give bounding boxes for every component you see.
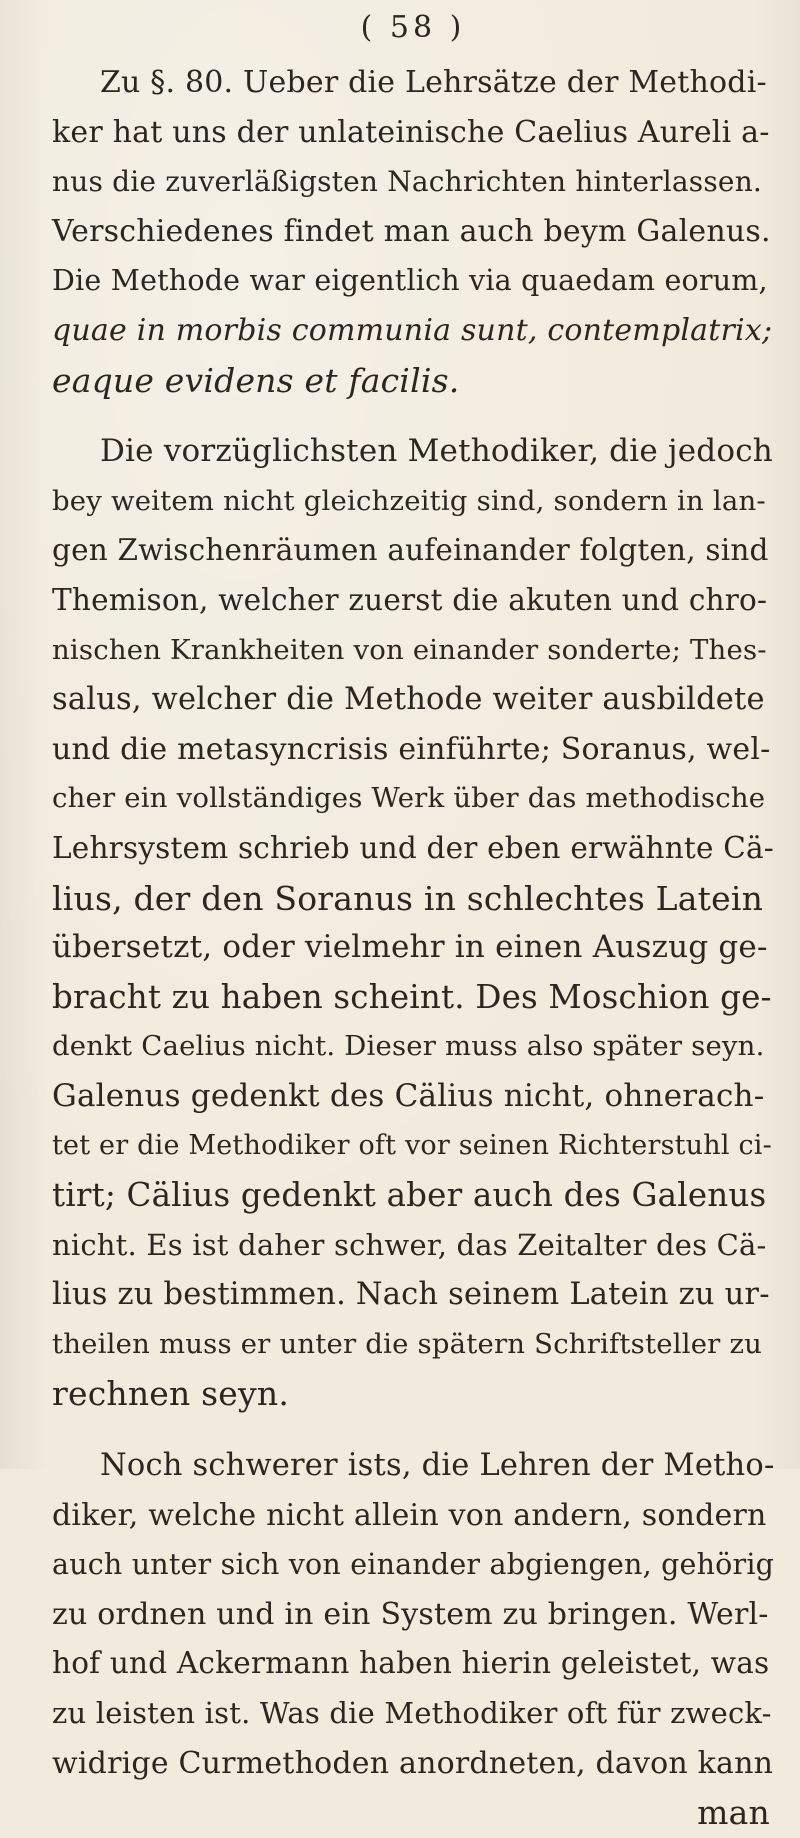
paragraph-3 — [52, 1441, 774, 1838]
text-line: nischen Krankheiten von einander sonderte; Thes- — [52, 633, 767, 666]
text-line: lius zu bestimmen. Nach seinem Latein zu ur- — [52, 1277, 770, 1313]
text-line: salus, welcher die Methode weiter ausbildete — [52, 682, 765, 718]
text-line: theilen muss er unter die spätern Schriftsteller zu — [52, 1327, 763, 1360]
paragraph-gap — [52, 405, 774, 427]
text-line: tirt; Cälius gedenkt aber auch des Galenus — [52, 1176, 767, 1215]
text-line: übersetzt, oder vielmehr in einen Auszug ge- — [52, 929, 768, 966]
text-line: lius, der den Soranus in schlechtes Latein — [52, 878, 764, 918]
paragraph-1 — [52, 58, 774, 405]
text-line: tet er die Methodiker oft vor seinen Richterstuhl ci- — [52, 1130, 772, 1162]
paragraph-gap — [52, 1419, 774, 1441]
text-line: zu ordnen und in ein System zu bringen. Werl- — [52, 1596, 769, 1632]
text-line: nus die zuverläßigsten Nachrichten hinterlassen. — [52, 165, 763, 199]
text-line: auch unter sich von einander abgiengen, gehörig — [52, 1548, 775, 1582]
text-line: eaque evidens et facilis. — [52, 360, 460, 400]
text-line: bracht zu haben scheint. Des Moschion ge- — [52, 977, 772, 1016]
text-line: diker, welche nicht allein von andern, sondern — [52, 1497, 767, 1533]
text-line: Noch schwerer ists, die Lehren der Metho- — [100, 1448, 775, 1484]
page-number: ( 58 ) — [360, 10, 466, 45]
text-line: nicht. Es ist daher schwer, das Zeitalter des Cä- — [52, 1227, 767, 1262]
text-line: zu leisten ist. Was die Methodiker oft für zweck- — [52, 1696, 772, 1730]
catchword: man — [697, 1793, 770, 1833]
paragraph-2 — [52, 427, 774, 1419]
text-line: und die metasyncrisis einführte; Soranus, wel- — [52, 731, 771, 767]
text-line: widrige Curmethoden anordneten, davon kann — [52, 1745, 774, 1781]
text-line: rechnen seyn. — [52, 1374, 290, 1414]
text-line: Die vorzüglichsten Methodiker, die jedoch — [100, 433, 773, 470]
text-line: Die Methode war eigentlich via quaedam eorum, — [52, 264, 768, 298]
text-line: Verschiedenes findet man auch beym Galenus. — [52, 213, 771, 249]
text-line: hof und Ackermann haben hierin geleistet, was — [52, 1646, 770, 1681]
text-line: ker hat uns der unlateinische Caelius Aureli a- — [52, 114, 770, 150]
text-line: Zu §. 80. Ueber die Lehrsätze der Methodi- — [100, 65, 767, 100]
text-line: cher ein vollständiges Werk über das methodische — [52, 782, 766, 815]
text-line: quae in morbis communia sunt, contemplatrix; — [52, 312, 773, 348]
text-line: Themison, welcher zuerst die akuten und chro- — [52, 582, 768, 617]
text-line: Galenus gedenkt des Cälius nicht, ohnerach- — [52, 1077, 765, 1114]
text-line: bey weitem nicht gleichzeitig sind, sondern in lan- — [52, 484, 766, 517]
text-line: Lehrsystem schrieb und der eben erwähnte Cä- — [52, 830, 774, 865]
text-line: denkt Caelius nicht. Dieser muss also später seyn. — [52, 1030, 765, 1063]
text-line: gen Zwischenräumen aufeinander folgten, sind — [52, 533, 769, 568]
